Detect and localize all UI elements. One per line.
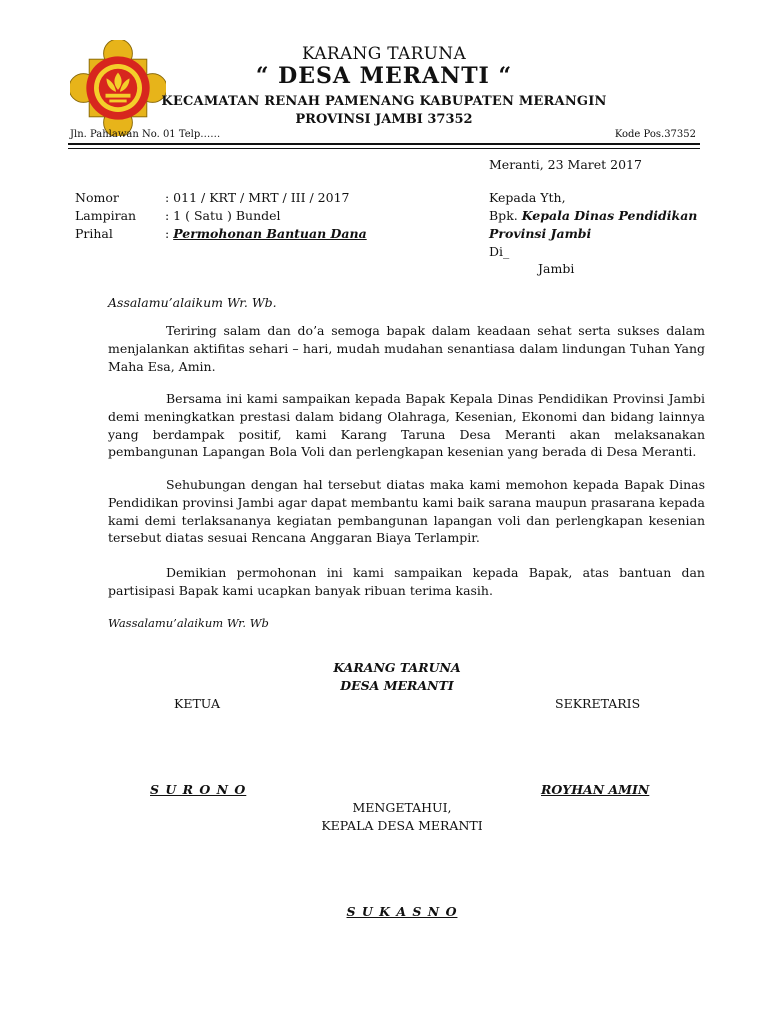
- body-paragraph: [108, 390, 705, 461]
- ketua-label: KETUA: [174, 696, 220, 711]
- recipient-greeting: Kepada Yth,: [489, 190, 566, 205]
- nomor-value: : 011 / KRT / MRT / III / 2017: [165, 190, 350, 205]
- nomor-label: Nomor: [75, 190, 119, 205]
- kepala-desa-name: S U K A S N O: [346, 904, 458, 919]
- signature-org-line2: DESA MERANTI: [340, 678, 454, 693]
- letter-date: Meranti, 23 Maret 2017: [489, 157, 642, 172]
- prihal-label: Prihal: [75, 226, 113, 241]
- paragraph-text: Teriring salam dan do’a semoga bapak dalam keadaan sehat serta sukses dalam menjalankan aktifitas sehari – hari, mudah mudahan senantiasa dalam lindungan Tuhan Yang Maha Esa, Amin.: [108, 323, 705, 374]
- signature-org-line1: KARANG TARUNA: [333, 660, 461, 675]
- recipient-di: Di_: [489, 244, 510, 259]
- body-paragraph: [108, 564, 705, 600]
- mengetahui-label: MENGETAHUI,: [352, 800, 452, 815]
- paragraph-text: Demikian permohonan ini kami sampaikan kepada Bapak, atas bantuan dan partisipasi Bapak kami ucapkan banyak ribuan terima kasih.: [108, 565, 705, 598]
- letterhead-divider-thick: [68, 143, 700, 145]
- postal-code: Kode Pos.37352: [614, 129, 696, 140]
- paragraph-text: Sehubungan dengan hal tersebut diatas maka kami memohon kepada Bapak Dinas Pendidikan provinsi Jambi agar dapat membantu kami baik sarana maupun prasarana kepada kami demi terlaksananya kegiatan pembangunan lapangan voli dan perlengkapan kesenian tersebut diatas sesuai Rencana Anggaran Biaya Terlampir.: [108, 477, 705, 546]
- province-line: PROVINSI JAMBI 37352: [295, 112, 473, 127]
- sekretaris-label: SEKRETARIS: [555, 696, 641, 711]
- body-paragraph: [108, 476, 705, 547]
- kepala-desa-label: KEPALA DESA MERANTI: [321, 818, 483, 833]
- recipient-title: Kepala Dinas Pendidikan: [521, 208, 698, 223]
- recipient-city: Jambi: [538, 261, 575, 276]
- prihal-row: [165, 226, 367, 241]
- opening-salutation: Assalamu’alaikum Wr. Wb.: [108, 295, 277, 310]
- org-name: KARANG TARUNA: [301, 44, 467, 64]
- ketua-name: S U R O N O: [150, 782, 247, 797]
- prihal-value: Permohonan Bantuan Dana: [173, 226, 367, 241]
- recipient-title-row: [489, 208, 697, 223]
- recipient-prefix: Bpk.: [489, 208, 522, 223]
- paragraph-text: Bersama ini kami sampaikan kepada Bapak Kepala Dinas Pendidikan Provinsi Jambi demi meningkatkan prestasi dalam bidang Olahraga, Kesenian, Ekonomi dan bidang lainnya yang berdampak positif, kami Karang Taruna Desa Meranti akan melaksanakan pembangunan Lapangan Bola Voli dan perlengkapan kesenian yang berada di Desa Meranti.: [108, 391, 705, 460]
- lampiran-label: Lampiran: [75, 208, 137, 223]
- village-name: “ DESA MERANTI “: [255, 63, 513, 89]
- recipient-province: Provinsi Jambi: [489, 226, 592, 241]
- address-line: Jln. Pahlawan No. 01 Telp……: [70, 129, 221, 140]
- letterhead-divider-thin: [68, 148, 700, 149]
- lampiran-value: : 1 ( Satu ) Bundel: [165, 208, 281, 223]
- body-paragraph: [108, 322, 705, 375]
- closing-salutation: Wassalamu’alaikum Wr. Wb: [108, 616, 269, 630]
- prihal-colon: :: [165, 226, 174, 241]
- sekretaris-name: ROYHAN AMIN: [541, 782, 650, 797]
- district-line: KECAMATAN RENAH PAMENANG KABUPATEN MERANGIN: [161, 94, 607, 109]
